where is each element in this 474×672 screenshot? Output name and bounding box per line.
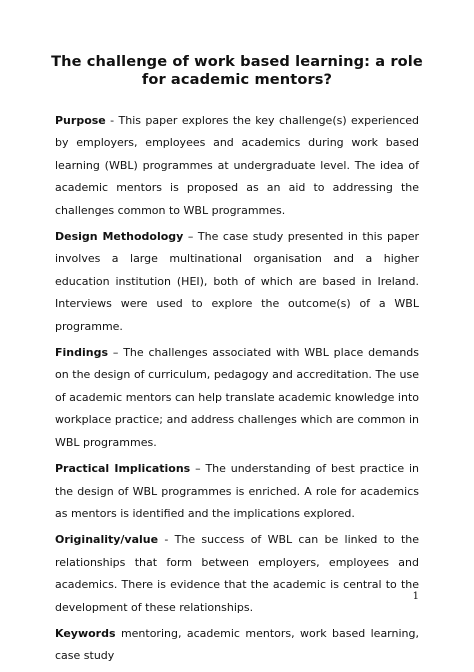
section-label: Originality/value xyxy=(55,533,159,547)
section-label: Findings xyxy=(55,346,109,360)
section-text: The case study presented in this paper involves a large multinational organisation and a higher education institution (HEI), both of which are based in Ireland. Interviews were used to explore the outcome(s) of a WBL programme. xyxy=(55,230,419,333)
section-text: The success of WBL can be linked to the relationships that form between employers, employees and academics. There is evidence that the academic is central to the development of these relationships. xyxy=(55,533,419,614)
section-label: Design Methodology xyxy=(55,230,184,244)
abstract-findings xyxy=(55,342,419,454)
section-separator: – xyxy=(108,346,124,360)
paper-title: The challenge of work based learning: a role for academic mentors? xyxy=(51,53,423,88)
section-text: The understanding of best practice in the design of WBL programmes is enriched. A role for academics as mentors is identified and the implications explored. xyxy=(55,462,419,520)
section-label: Practical Implications xyxy=(55,462,191,476)
section-text: The challenges associated with WBL place demands on the design of curriculum, pedagogy and accreditation. The use of academic mentors can help translate academic knowledge into workplace practice; and address challenges which are common in WBL programmes. xyxy=(55,346,419,449)
section-separator: – xyxy=(190,462,206,476)
page-number: 1 xyxy=(412,591,419,602)
abstract-purpose xyxy=(55,110,419,222)
section-separator: - xyxy=(158,533,175,547)
abstract-design-methodology xyxy=(55,226,419,338)
abstract-originality-value xyxy=(55,529,419,619)
section-label: Purpose xyxy=(55,114,106,127)
section-text: mentoring, academic mentors, work based learning, case study xyxy=(55,626,419,663)
section-separator: - xyxy=(105,114,119,127)
abstract-practical-implications xyxy=(55,458,419,525)
section-separator: – xyxy=(183,230,198,244)
section-text: This paper explores the key challenge(s) experienced by employers, employees and academics during work based learning (WBL) programmes at undergraduate level. The idea of academic mentors is proposed as an aid to addressing the challenges common to WBL programmes. xyxy=(55,114,419,217)
abstract-keywords xyxy=(55,623,419,668)
abstract-body xyxy=(55,110,419,672)
section-label: Keywords xyxy=(55,626,116,640)
